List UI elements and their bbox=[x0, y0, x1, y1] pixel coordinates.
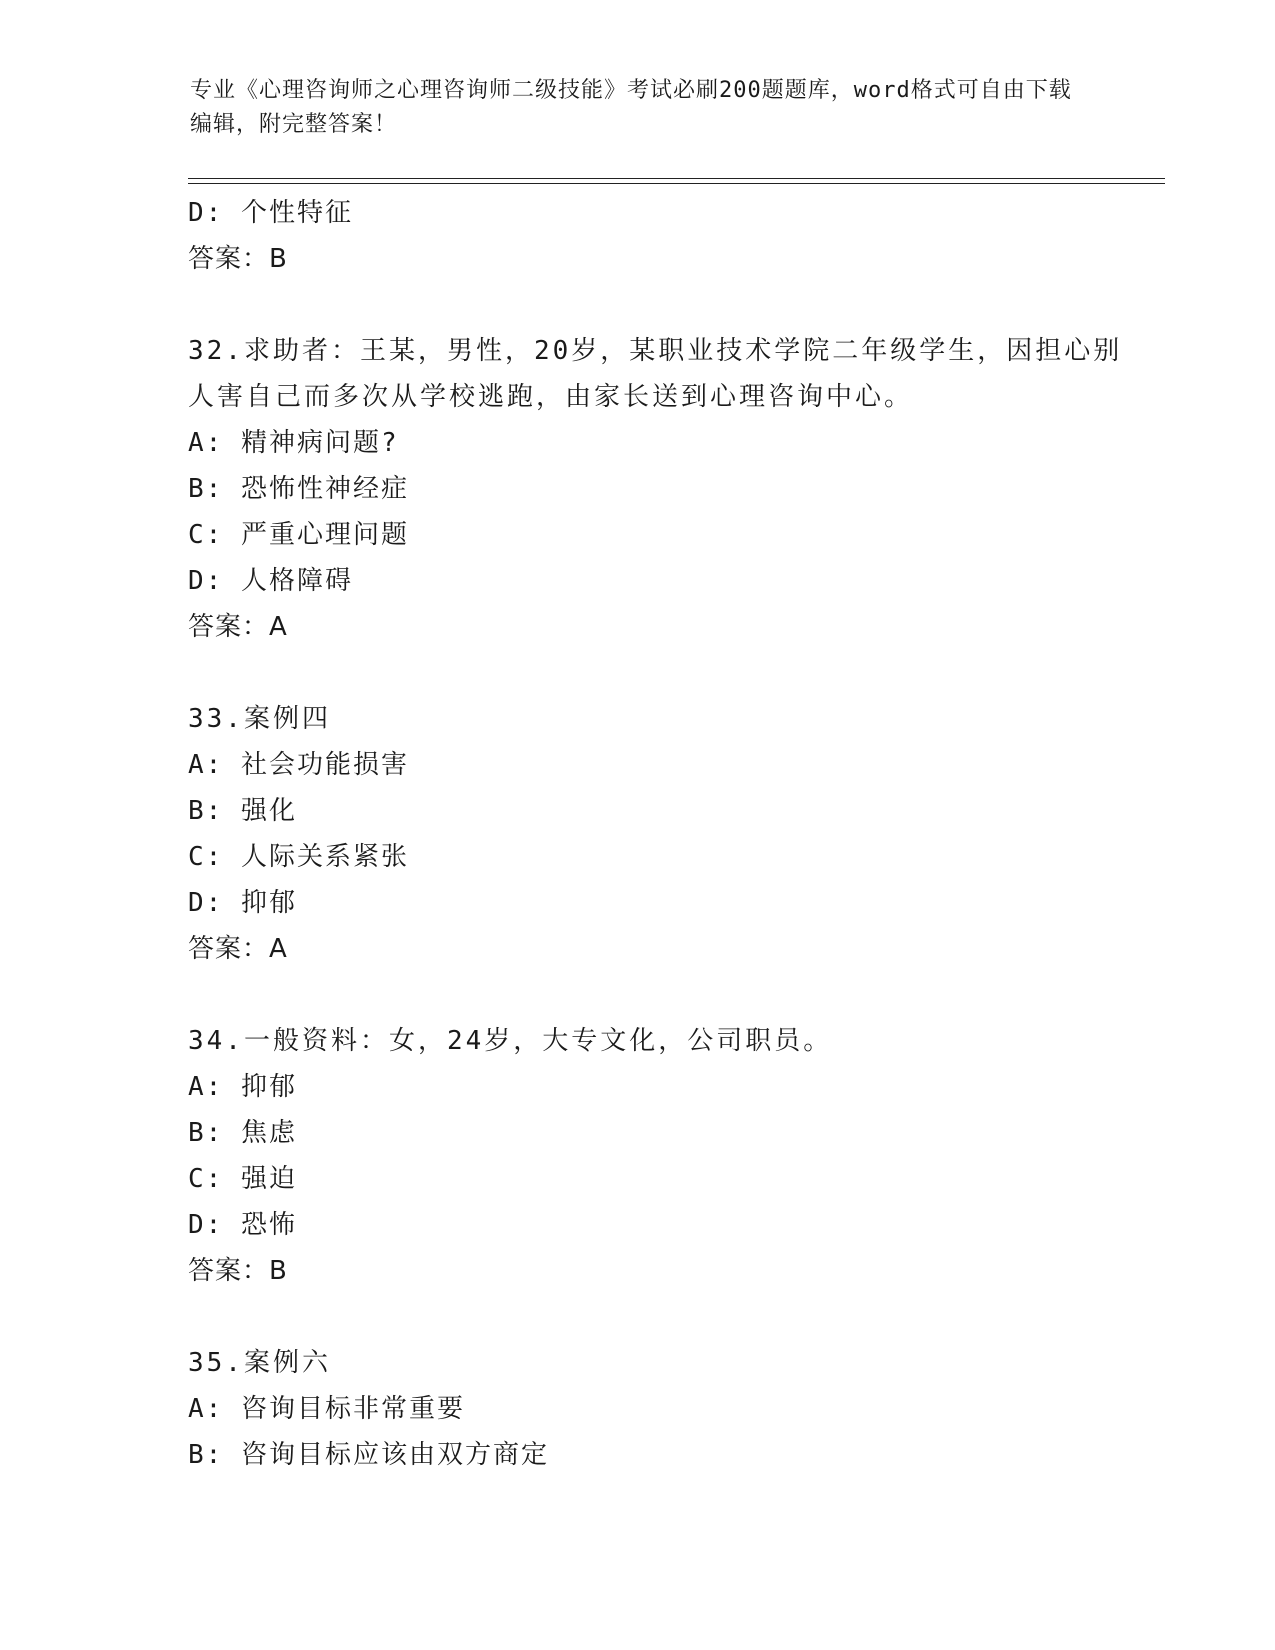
option-c: C: 严重心理问题 bbox=[188, 520, 409, 550]
option-d: D: 人格障碍 bbox=[188, 566, 353, 596]
option-a: A: 抑郁 bbox=[188, 1072, 297, 1102]
option-d: D: 抑郁 bbox=[188, 888, 297, 918]
header-divider-top bbox=[188, 178, 1165, 179]
header-divider-bottom bbox=[188, 183, 1165, 184]
question-list bbox=[188, 190, 1148, 1478]
option-b: B: 焦虑 bbox=[188, 1118, 297, 1148]
option-b: B: 强化 bbox=[188, 796, 297, 826]
question-stem: 33.案例四 bbox=[188, 704, 331, 734]
question-stem: 34.一般资料：女，24岁，大专文化，公司职员。 bbox=[188, 1026, 833, 1056]
question-33 bbox=[188, 696, 1148, 972]
option-b: B: 咨询目标应该由双方商定 bbox=[188, 1440, 549, 1470]
question-35 bbox=[188, 1340, 1148, 1478]
prev-question-option-d: D: 个性特征 bbox=[188, 198, 353, 228]
question-stem: 32.求助者：王某，男性，20岁，某职业技术学院二年级学生，因担心别人害自己而多次从学校逃跑，由家长送到心理咨询中心。 bbox=[188, 336, 1123, 412]
question-32 bbox=[188, 328, 1148, 650]
option-b: B: 恐怖性神经症 bbox=[188, 474, 409, 504]
option-a: A: 社会功能损害 bbox=[188, 750, 409, 780]
question-34 bbox=[188, 1018, 1148, 1294]
option-c: C: 强迫 bbox=[188, 1164, 297, 1194]
question-answer: 答案：A bbox=[188, 934, 288, 964]
option-d: D: 恐怖 bbox=[188, 1210, 297, 1240]
question-stem: 35.案例六 bbox=[188, 1348, 331, 1378]
option-a: A: 咨询目标非常重要 bbox=[188, 1394, 465, 1424]
document-header: 专业《心理咨询师之心理咨询师二级技能》考试必刷200题题库，word格式可自由下载编辑，附完整答案！ bbox=[190, 78, 1072, 137]
question-answer: 答案：B bbox=[188, 1256, 288, 1286]
option-a: A: 精神病问题? bbox=[188, 428, 399, 458]
prev-question-answer: 答案：B bbox=[188, 244, 288, 274]
question-answer: 答案：A bbox=[188, 612, 288, 642]
option-c: C: 人际关系紧张 bbox=[188, 842, 409, 872]
